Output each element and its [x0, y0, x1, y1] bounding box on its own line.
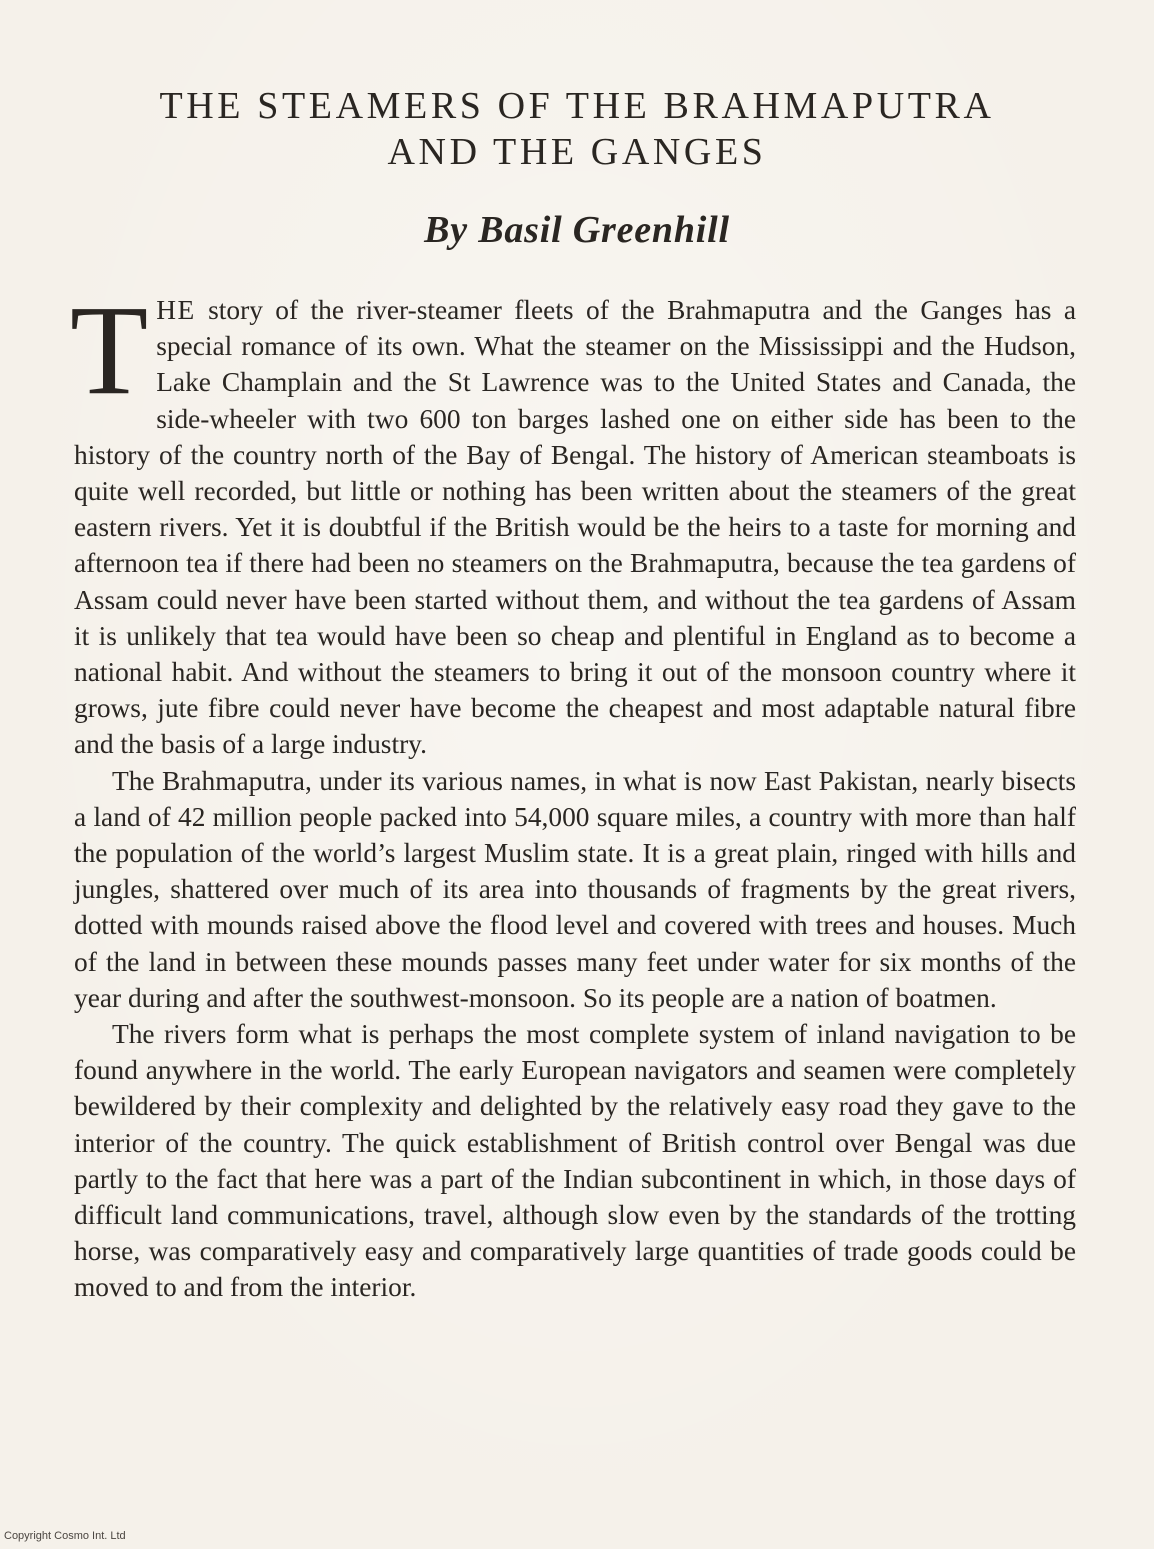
first-word-rest: HE: [156, 295, 196, 325]
article-body: [70, 279, 1076, 1306]
drop-cap: T: [70, 279, 149, 421]
copyright-watermark: Copyright Cosmo Int. Ltd: [4, 1530, 126, 1542]
article-byline: By Basil Greenhill: [424, 209, 730, 251]
paragraph-1: [70, 279, 1076, 763]
paragraph-1-text: story of the river-steamer fleets of the Brahmaputra and the Ganges has a special romance of its own. What the steamer on the Mississippi and the Hudson, Lake Champlain and the St Lawrence was to the United States and Canada, the side-wheeler with two 600 ton barges lashed one on either side has been to the history of the country north of the Bay of Bengal. The history of American steamboats is quite well recorded, but little or nothing has been written about the steamers of the great eastern rivers. Yet it is doubtful if the British would be the heirs to a taste for morning and afternoon tea if there had been no steamers on the Brahmaputra, because the tea gardens of Assam could never have been started without them, and without the tea gardens of Assam it is unlikely that tea would have been so cheap and plentiful in England as to become a national habit. And without the steamers to bring it out of the monsoon country where it grows, jute fibre could never have become the cheapest and most adaptable natural fibre and the basis of a large industry.: [74, 295, 1076, 760]
article-title-line-2: AND THE GANGES: [387, 131, 767, 173]
paragraph-2: The Brahmaputra, under its various names, in what is now East Pakistan, nearly bisects a land of 42 million people packed into 54,000 square miles, a country with more than half the population of the world’s largest Muslim state. It is a great plain, ringed with hills and jungles, shattered over much of its area into thousands of fragments by the great rivers, dotted with mounds raised above the flood level and covered with trees and houses. Much of the land in between these mounds passes many feet under water for six months of the year during and after the southwest-monsoon. So its people are a nation of boatmen.: [74, 765, 1076, 1013]
paragraph-3: The rivers form what is perhaps the most complete system of inland navigation to be found anywhere in the world. The early European navigators and seamen were completely bewildered by their complexity and delighted by the relatively easy road they gave to the interior of the country. The quick establishment of British control over Bengal was due partly to the fact that here was a part of the Indian subcontinent in which, in those days of difficult land communications, travel, although slow even by the standards of the trotting horse, was comparatively easy and comparatively large quantities of trade goods could be moved to and from the interior.: [74, 1019, 1076, 1303]
article-title-line-1: THE STEAMERS OF THE BRAHMAPUTRA: [159, 85, 995, 127]
